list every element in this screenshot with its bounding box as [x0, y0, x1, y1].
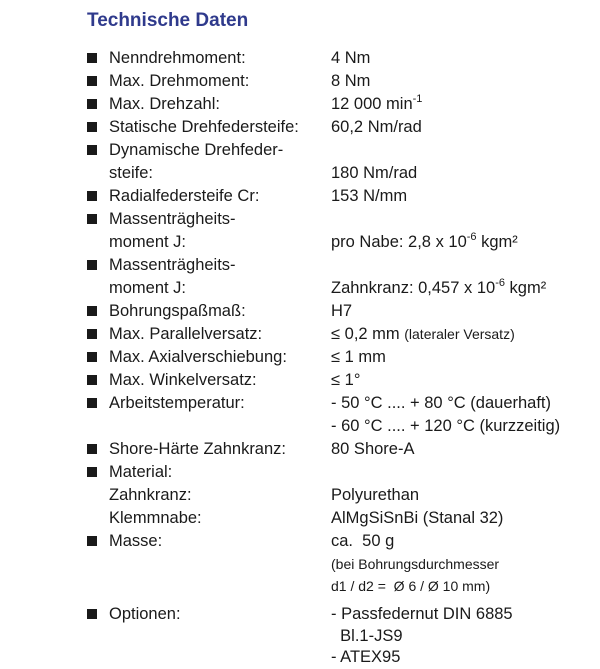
spec-label: Nenndrehmoment:	[109, 49, 246, 67]
bullet-icon	[87, 214, 97, 224]
spec-label: Max. Drehmoment:	[109, 72, 250, 90]
spec-label: Max. Winkelversatz:	[109, 371, 257, 389]
spec-label: Zahnkranz:	[109, 486, 192, 504]
spec-label: Max. Drehzahl:	[109, 95, 220, 113]
bullet-icon	[87, 467, 97, 477]
bullet-icon	[87, 444, 97, 454]
spec-value: Polyurethan	[331, 486, 420, 504]
spec-label: Dynamische Drehfeder-	[109, 141, 284, 159]
bullet-icon	[87, 260, 97, 270]
spec-value: 153 N/mm	[331, 187, 408, 205]
bullet-icon	[87, 329, 97, 339]
spec-label: Arbeitstemperatur:	[109, 394, 245, 412]
spec-label: Shore-Härte Zahnkranz:	[109, 440, 286, 458]
spec-label: Radialfedersteife Cr:	[109, 187, 260, 205]
bullet-icon	[87, 122, 97, 132]
spec-label: Material:	[109, 463, 173, 481]
spec-label: Klemmnabe:	[109, 509, 202, 527]
option-item: - ATEX95	[331, 648, 401, 666]
bullet-icon	[87, 76, 97, 86]
spec-value: ca. 50 g	[331, 532, 395, 550]
page-title: Technische Daten	[87, 10, 249, 31]
spec-value: ≤ 1°	[331, 371, 361, 389]
option-item: Bl.1-JS9	[331, 627, 403, 645]
spec-value: ≤ 0,2 mm (lateraler Versatz)	[331, 325, 515, 343]
spec-value: - 50 °C .... + 80 °C (dauerhaft)	[331, 394, 552, 412]
bullet-icon	[87, 191, 97, 201]
spec-value: 180 Nm/rad	[331, 164, 418, 182]
bullet-icon	[87, 99, 97, 109]
spec-label: Statische Drehfedersteife:	[109, 118, 299, 136]
option-item: - Passfedernut DIN 6885	[331, 605, 513, 623]
spec-label: Massenträgheits-	[109, 256, 236, 274]
spec-label: Max. Axialverschiebung:	[109, 348, 287, 366]
spec-label: moment J:	[109, 279, 187, 297]
spec-value: 80 Shore-A	[331, 440, 415, 458]
spec-label: Massenträgheits-	[109, 210, 236, 228]
spec-value: 8 Nm	[331, 72, 371, 90]
spec-value: - 60 °C .... + 120 °C (kurzzeitig)	[331, 417, 561, 435]
bullet-icon	[87, 609, 97, 619]
spec-label: Masse:	[109, 532, 163, 550]
spec-label: Bohrungspaßmaß:	[109, 302, 246, 320]
bullet-icon	[87, 375, 97, 385]
bullet-icon	[87, 306, 97, 316]
spec-label: Max. Parallelversatz:	[109, 325, 263, 343]
spec-value: H7	[331, 302, 353, 320]
spec-label: steife:	[109, 164, 154, 182]
spec-value: ≤ 1 mm	[331, 348, 386, 366]
bullet-icon	[87, 536, 97, 546]
bullet-icon	[87, 145, 97, 155]
spec-note: d1 / d2 = Ø 6 / Ø 10 mm)	[331, 578, 491, 594]
spec-value: 12 000 $\min^{-1}$	[331, 92, 423, 113]
spec-value: AlMgSiSnBi (Stanal 32)	[331, 509, 504, 527]
spec-note: (bei Bohrungsdurchmesser	[331, 556, 500, 572]
bullet-icon	[87, 53, 97, 63]
spec-value: pro Nabe: 2,8 x $10^{-6}$ kgm²	[331, 230, 518, 251]
spec-label: moment J:	[109, 233, 187, 251]
bullet-icon	[87, 398, 97, 408]
spec-value: Zahnkranz: 0,457 x $10^{-6}$ kgm²	[331, 276, 547, 297]
bullet-icon	[87, 352, 97, 362]
spec-value: 60,2 Nm/rad	[331, 118, 422, 136]
spec-label: Optionen:	[109, 605, 181, 623]
spec-value: 4 Nm	[331, 49, 371, 67]
